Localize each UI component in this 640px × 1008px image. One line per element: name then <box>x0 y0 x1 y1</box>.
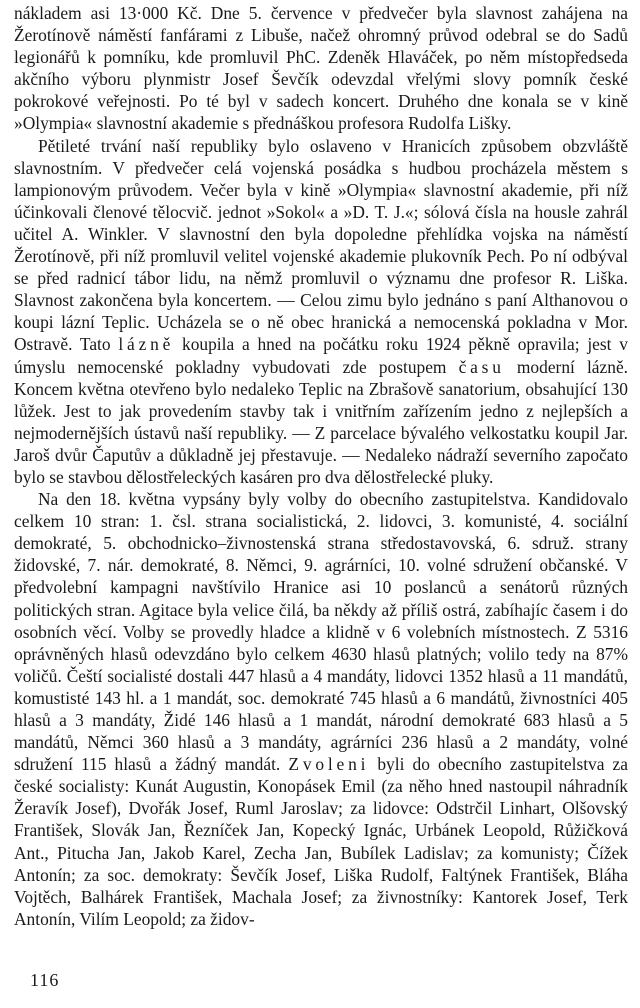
paragraph-2-text: Pětileté trvání naší republiky bylo oslaveno v Hranicích způsobem obzvláště slavnostním. V předvečer celá vojenská posádka s hudbou procházela městem s lampionovým průvodem. Večer byla v kině »Olympia« slavnostní akademie, při níž účinkovali členové tělocvič. jednot »Sokol« a »D. T. J.«; sólová čísla na housle zahrál učitel A. Winkler. V slavnostní den byla dopoledne přehlídka vojska na náměstí Žerotínově, při níž promluvil velitel vojenské akademie plukovník Pech. Po ní odbýval se před radnicí tábor lidu, na němž promluvil o významu dne profesor R. Liška. Slavnost zakončena byla koncertem. — Celou zimu bylo jednáno s paní Althanovou o koupi lázní Teplic. Ucházela se o ně obec hranická a nemocenská pokladna v Mor. Ostravě. Tato <box>14 135 628 355</box>
emphasized-word-zvoleni: Zvoleni <box>288 754 370 775</box>
paragraph-2-text: moderní lázně. Koncem května otevřeno bylo nedaleko Teplic na Zbrašově sanatorium, obsahující 130 lůžek. Jest to jak provedením stavby tak i vnitřním zařízením jedno z nejlepších a nejmodernějších ústavů naší republiky. — Z parcelace bývalého velkostatku koupil Jar. Jaroš dvůr Čaputův a důkladně jej přestavuje. — Nedaleko nádraží severního započato bylo se stavbou dělostřeleckých kasáren pro dva dělostřelecké pluky. <box>14 356 629 487</box>
emphasized-word-lazne: lázně <box>118 334 175 355</box>
paragraph-2 <box>14 135 628 489</box>
paragraph-3-text: Na den 18. května vypsány byly volby do obecního zastupitelstva. Kandidovalo celkem 10 stran: 1. čsl. strana socialistická, 2. lidovci, 3. komunisté, 4. sociální demokraté, 5. obchodnicko–živnostenská strana středostavovská, 6. sdruž. strany židovské, 7. nár. demokraté, 8. Němci, 9. agrárníci, 10. volné sdružení občanské. V předvolební kampagni navštívilo Hranice asi 10 poslanců a senátorů různých politických stran. Agitace byla velice čilá, ba někdy až příliš ostrá, zabíhajíc časem i do osobních věcí. Volby se provedly hladce a klidně v 6 volebních místnostech. Z 5316 oprávněných hlasů odevzdáno bylo celkem 4630 hlasů platných; volilo tedy na 87% voličů. Čeští socialisté dostali 447 hlasů a 4 mandáty, lidovci 1352 hlasů a 11 mandátů, komustisté 143 hl. a 1 mandát, soc. demokraté 745 hlasů a 6 mandátů, živnostníci 405 hlasů a 3 mandáty, Židé 146 hlasů a 1 mandát, národní demokraté 683 hlasů a 5 mandátů, Němci 360 hlasů a 3 mandáty, agrárníci 236 hlasů a 2 mandáty, volné sdružení 115 hlasů a žádný mandát. <box>14 489 628 775</box>
emphasized-word-casu: času <box>458 356 505 377</box>
paragraph-1-text: nákladem asi 13·000 Kč. Dne 5. července v předvečer byla slavnost zahájena na Žerotínově náměstí fanfárami z Libuše, načež ohromný průvod odebral se do Sadů legionářů k pomníku, kde promluvil PhC. Zdeněk Hlaváček, po něm místopředseda akčního výboru plynmistr Josef Ševčík odevzdal vřelými slovy pomník české pokrokové veřejnosti. Po té byl v sadech koncert. Druhého dne konala se v kině »Olympia« slavnostní akademie s přednáškou profesora Rudolfa Lišky. <box>14 3 628 134</box>
paragraph-2-text: koupila a hned na počátku roku 1924 pěkně opravila; jest v úmyslu nemocenské pokladny vybudovati zde postupem <box>14 334 628 377</box>
page-body-text <box>14 2 628 930</box>
paragraph-3 <box>14 488 628 930</box>
paragraph-3-text: byli do obecního zastupitelstva za české socialisty: Kunát Augustin, Konopásek Emil (za něho hned nastoupil náhradník Žeravík Josef), Dvořák Josef, Ruml Jaroslav; za lidovce: Odstrčil Linhart, Olšovský František, Slovák Jan, Řezníček Jan, Kopecký Ignác, Urbánek Leopold, Růžičková Ant., Pitucha Jan, Jakob Karel, Zecha Jan, Bubílek Ladislav; za komunisty; Čížek Antonín; za soc. demokraty: Ševčík Josef, Liška Rudolf, Faltýnek František, Bláha Vojtěch, Balhárek František, Machala Josef; za živnostníky: Kantorek Josef, Terk Antonín, Vilím Leopold; za židov- <box>14 754 628 929</box>
paragraph-1 <box>14 2 628 135</box>
page-number: 116 <box>30 970 60 990</box>
